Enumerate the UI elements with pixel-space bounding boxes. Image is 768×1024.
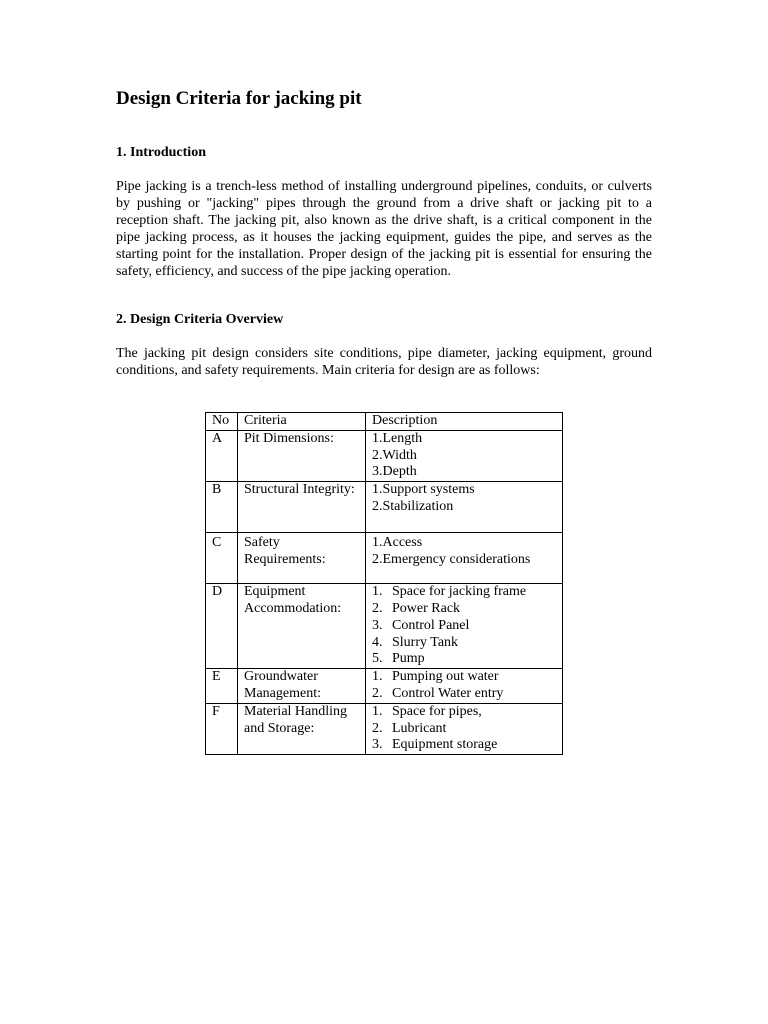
item-number: 1. [372, 584, 383, 600]
criteria-cell: Pit Dimensions: [238, 430, 366, 481]
description-item [372, 618, 558, 635]
item-number: 5. [372, 651, 383, 667]
description-item [372, 669, 558, 686]
column-header-description: Description [366, 413, 563, 431]
criteria-cell: Material Handling and Storage: [238, 703, 366, 754]
description-item: 1.Length [372, 430, 423, 446]
item-text: Lubricant [392, 720, 447, 736]
table-row [206, 584, 563, 669]
description-item [372, 704, 558, 721]
item-number: 2. [372, 600, 383, 616]
table-row [206, 430, 563, 481]
document-title: Design Criteria for jacking pit [116, 88, 362, 109]
description-item: 1.Access [372, 535, 423, 551]
criteria-cell: Structural Integrity: [238, 482, 366, 533]
table-header-row [206, 413, 563, 431]
item-number: 2. [372, 720, 383, 736]
description-item: 1.Support systems [372, 482, 475, 498]
item-number: 4. [372, 634, 383, 650]
description-item [372, 686, 558, 703]
row-number: B [206, 482, 238, 533]
criteria-cell: Safety Requirements: [238, 533, 366, 584]
description-item: 2.Emergency considerations [372, 551, 531, 567]
design-criteria-table [205, 412, 563, 755]
item-text: Power Rack [392, 600, 461, 616]
description-item: 2.Width [372, 447, 417, 463]
description-item [372, 651, 558, 668]
description-item [372, 601, 558, 618]
row-number: C [206, 533, 238, 584]
item-number: 1. [372, 703, 383, 719]
row-number: D [206, 584, 238, 669]
description-item [372, 737, 558, 754]
column-header-criteria: Criteria [238, 413, 366, 431]
item-number: 3. [372, 737, 383, 753]
description-item [372, 635, 558, 652]
column-header-no: No [206, 413, 238, 431]
description-cell [366, 533, 563, 584]
criteria-cell: Groundwater Management: [238, 669, 366, 704]
item-text: Pumping out water [392, 669, 499, 685]
item-number: 1. [372, 669, 383, 685]
description-item [372, 584, 558, 601]
introduction-paragraph: Pipe jacking is a trench-less method of installing underground pipelines, conduits, or culverts by pushing or "jacking" pipes through the ground from a drive shaft or jacking pit to a reception shaft. The jacking pit, also known as the drive shaft, is a critical component in the pipe jacking process, as it houses the jacking equipment, guides the pipe, and serves as the starting point for the installation. Proper design of the jacking pit is essential for ensuring the safety, efficiency, and success of the pipe jacking operation. [116, 179, 652, 279]
item-number: 3. [372, 617, 383, 633]
section-heading-introduction: 1. Introduction [116, 145, 206, 160]
row-number: E [206, 669, 238, 704]
description-item: 2.Stabilization [372, 498, 454, 514]
table-row [206, 533, 563, 584]
description-item [372, 721, 558, 738]
description-item: 3.Depth [372, 464, 417, 480]
description-cell [366, 482, 563, 533]
description-cell [366, 703, 563, 754]
table-row [206, 669, 563, 704]
row-number: F [206, 703, 238, 754]
item-text: Equipment storage [392, 737, 498, 753]
overview-paragraph: The jacking pit design considers site conditions, pipe diameter, jacking equipment, ground conditions, and safety requirements. Main criteria for design are as follows: [116, 346, 652, 378]
item-text: Space for jacking frame [392, 584, 527, 600]
table-row [206, 703, 563, 754]
section-heading-design-criteria-overview: 2. Design Criteria Overview [116, 312, 284, 327]
item-text: Pump [392, 651, 425, 667]
description-cell [366, 669, 563, 704]
item-text: Control Panel [392, 617, 470, 633]
table-row [206, 482, 563, 533]
item-text: Space for pipes, [392, 703, 482, 719]
row-number: A [206, 430, 238, 481]
description-cell [366, 430, 563, 481]
item-text: Control Water entry [392, 685, 504, 701]
description-cell [366, 584, 563, 669]
criteria-cell: Equipment Accommodation: [238, 584, 366, 669]
item-text: Slurry Tank [392, 634, 459, 650]
item-number: 2. [372, 685, 383, 701]
